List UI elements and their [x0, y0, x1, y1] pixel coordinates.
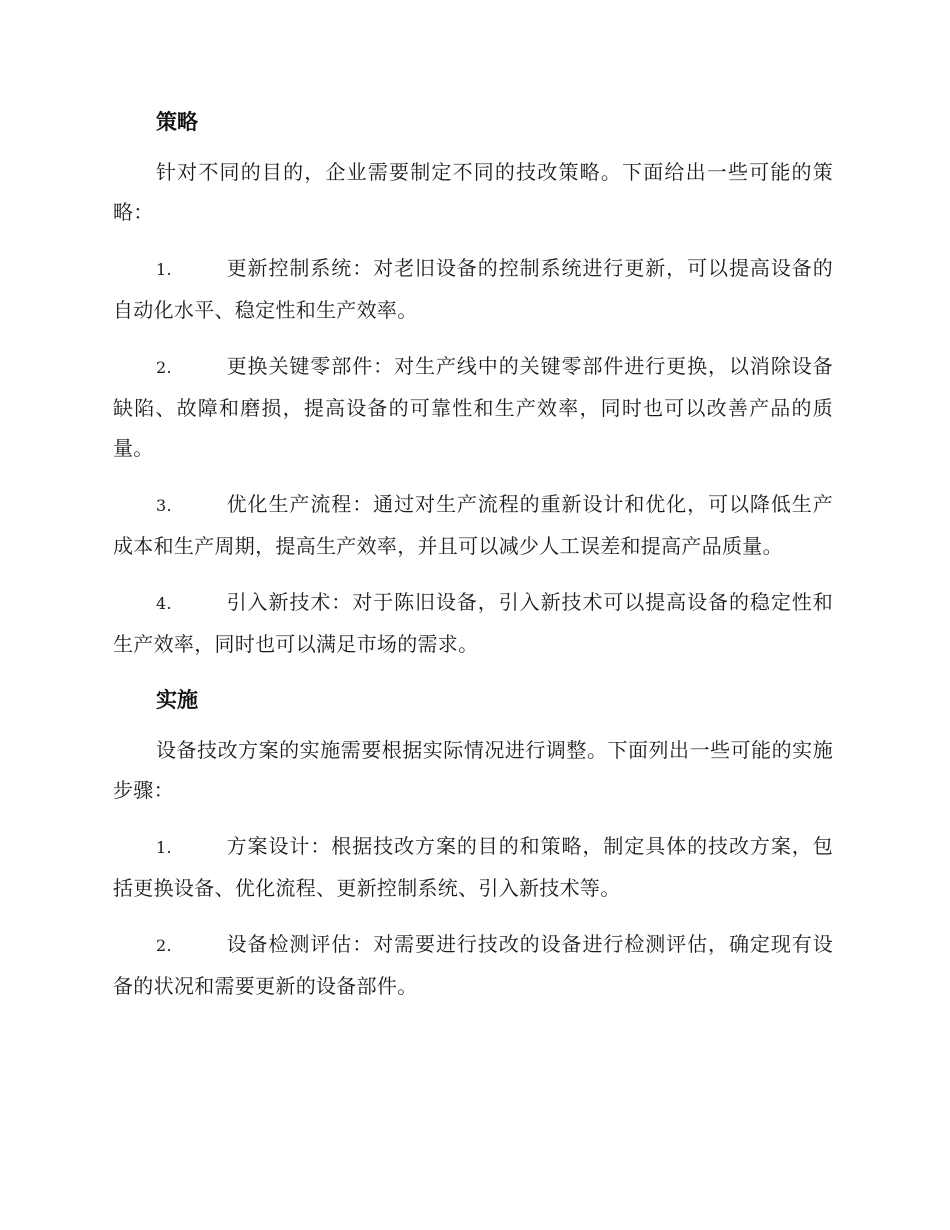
list-item-number: 2. — [156, 358, 172, 377]
list-item — [113, 484, 833, 566]
list-item-number: 2. — [156, 936, 172, 955]
list-item-number: 1. — [156, 838, 172, 857]
document-page — [113, 102, 833, 1022]
list-item — [113, 248, 833, 330]
list-item — [113, 582, 833, 664]
list-item — [113, 924, 833, 1006]
list-item-number: 4. — [156, 594, 172, 613]
list-item-number: 1. — [156, 260, 172, 279]
list-item-text: 更换关键零部件：对生产线中的关键零部件进行更换，以消除设备缺陷、故障和磨损，提高设备的可靠性和生产效率，同时也可以改善产品的质量。 — [113, 354, 833, 460]
list-item-text: 引入新技术：对于陈旧设备，引入新技术可以提高设备的稳定性和生产效率，同时也可以满足市场的需求。 — [113, 590, 833, 656]
section-heading: 策略 — [156, 109, 198, 134]
list-item-text: 优化生产流程：通过对生产流程的重新设计和优化，可以降低生产成本和生产周期，提高生产效率，并且可以减少人工误差和提高产品质量。 — [113, 492, 833, 558]
list-item-text: 更新控制系统：对老旧设备的控制系统进行更新，可以提高设备的自动化水平、稳定性和生产效率。 — [113, 256, 833, 322]
list-item — [113, 826, 833, 908]
list-item-text: 设备检测评估：对需要进行技改的设备进行检测评估，确定现有设备的状况和需要更新的设备部件。 — [113, 932, 833, 998]
list-item — [113, 346, 833, 468]
section-heading: 实施 — [156, 687, 198, 712]
list-item-number: 3. — [156, 496, 172, 515]
section-implementation — [113, 680, 833, 1006]
section-intro: 针对不同的目的，企业需要制定不同的技改策略。下面给出一些可能的策略： — [113, 160, 833, 224]
list-item-text: 方案设计：根据技改方案的目的和策略，制定具体的技改方案，包括更换设备、优化流程、更新控制系统、引入新技术等。 — [113, 834, 833, 900]
section-intro: 设备技改方案的实施需要根据实际情况进行调整。下面列出一些可能的实施步骤： — [113, 738, 833, 802]
section-strategy — [113, 102, 833, 664]
